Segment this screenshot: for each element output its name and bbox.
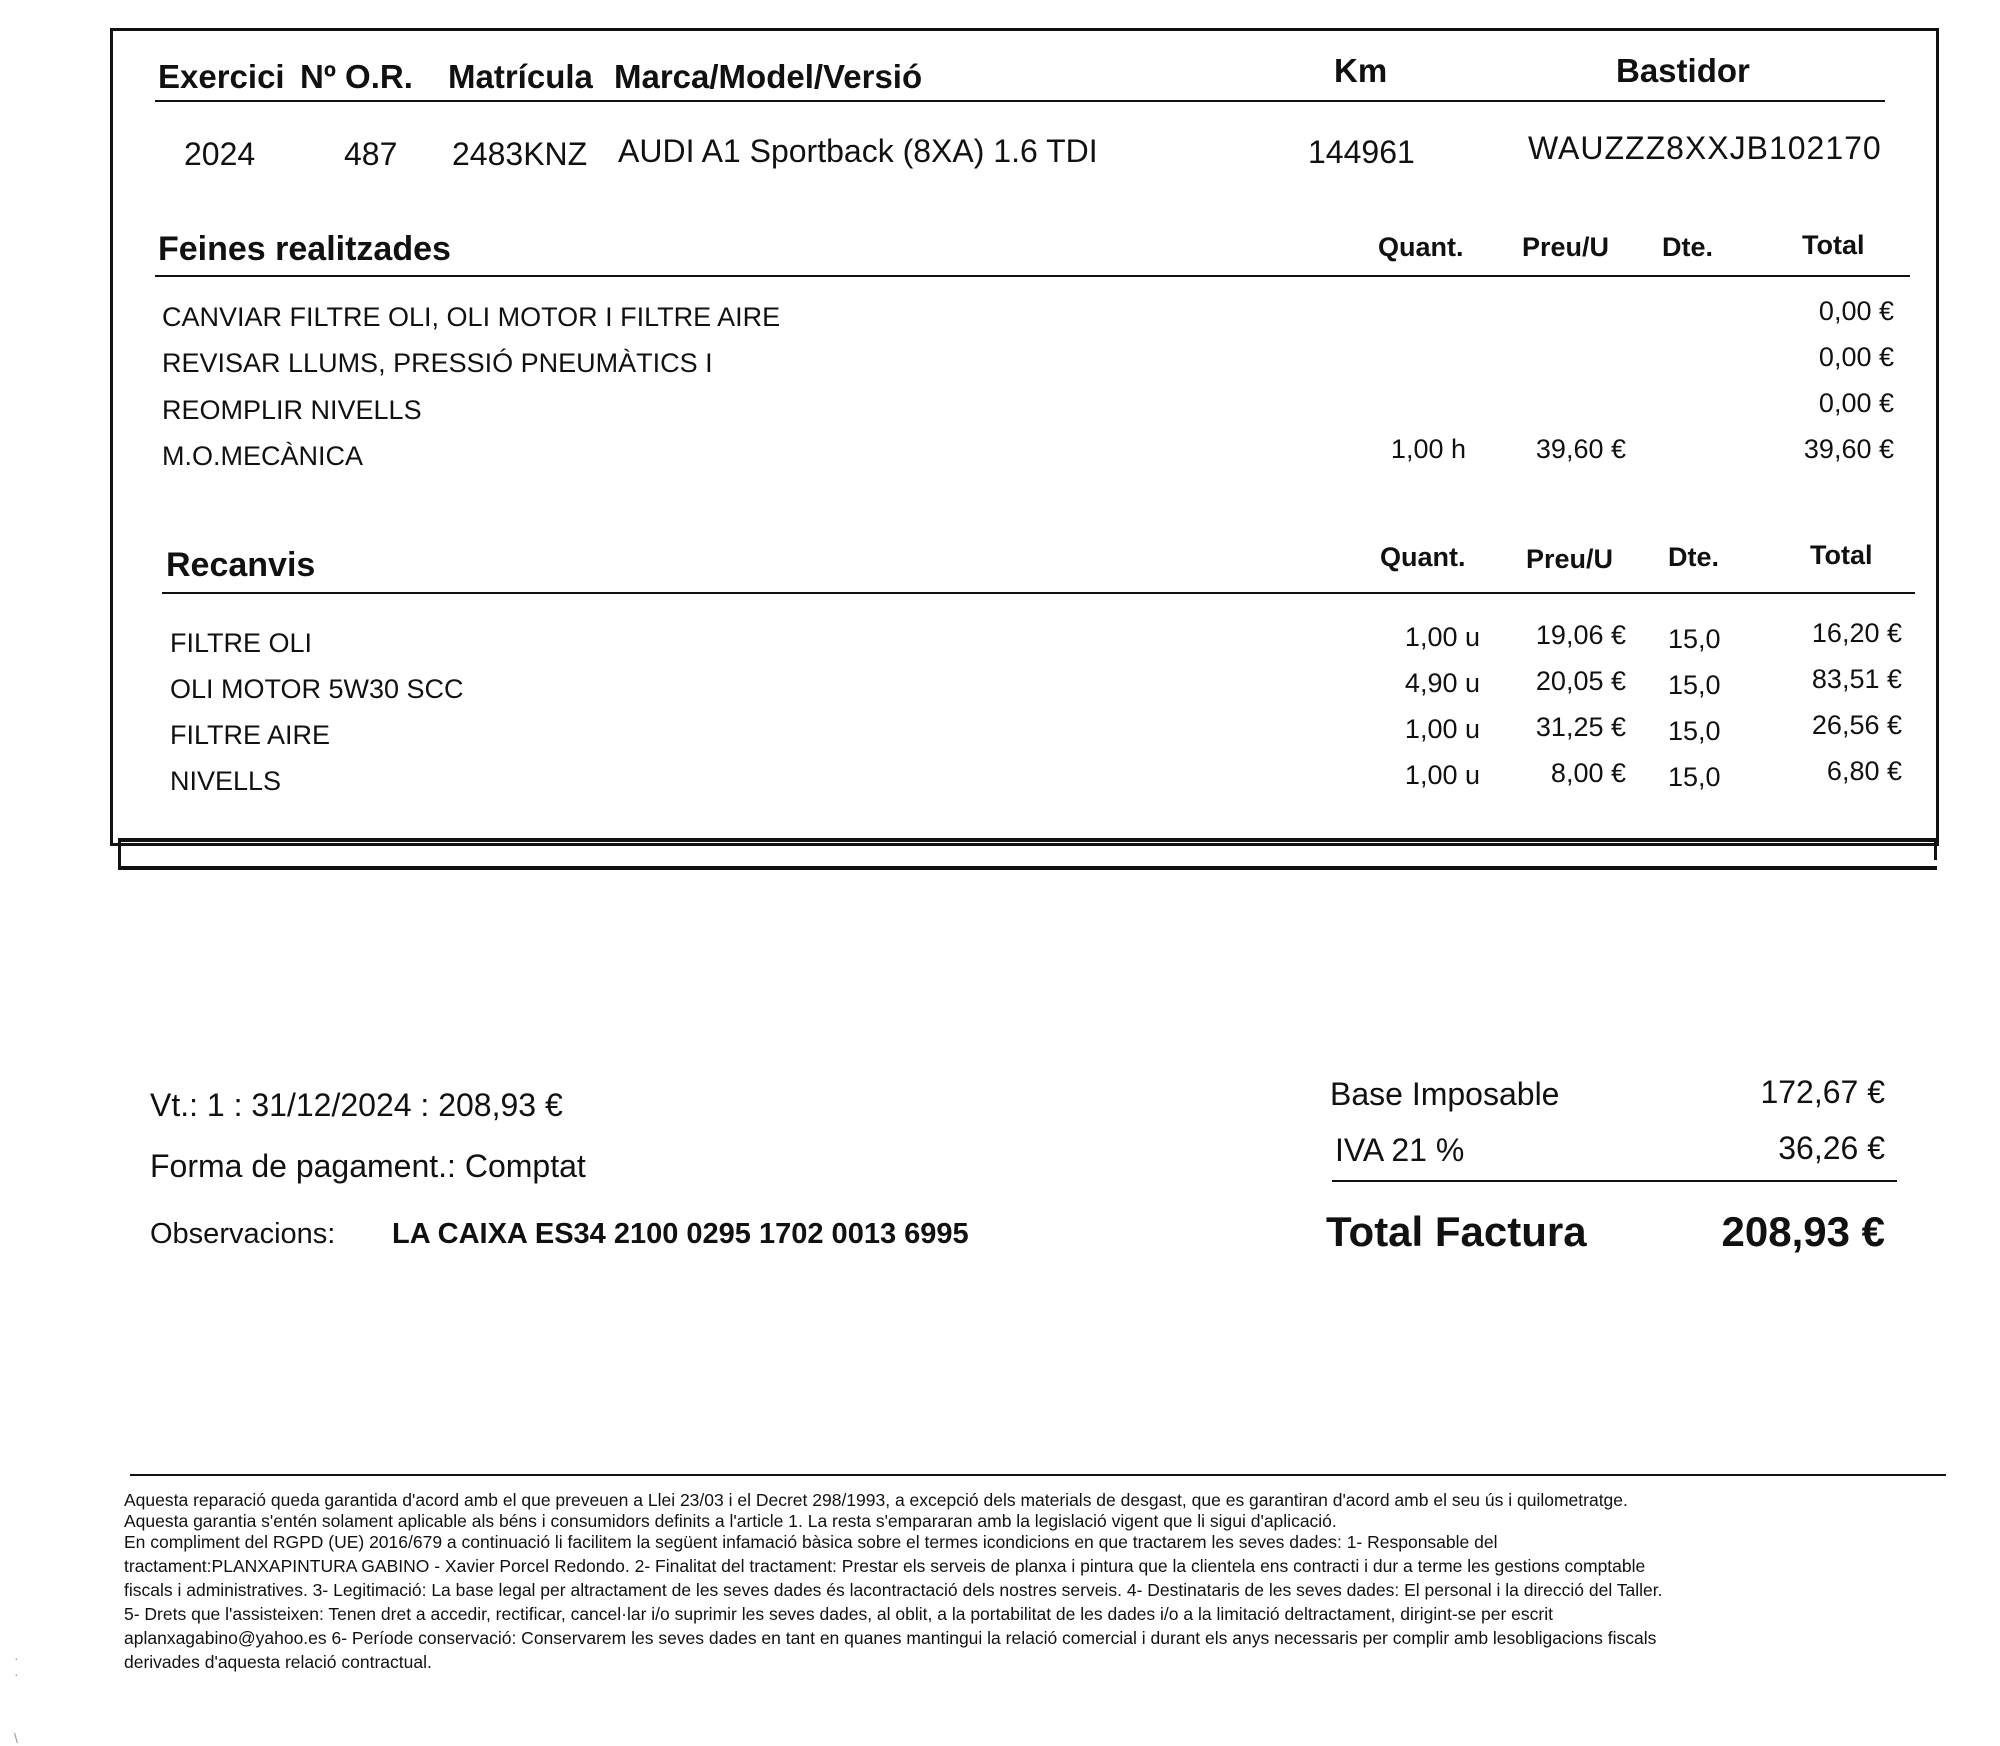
- footer-line-8: derivades d'aquesta relació contractual.: [124, 1652, 432, 1672]
- footer-line-5: fiscals i administratives. 3- Legitimació: La base legal per altractament de les seves dades és lacontractació dels nostres serveis. 4- Destinataris de les seves dades: El personal i la direcció del Taller.: [124, 1580, 1663, 1600]
- value-num-or: 487: [344, 136, 398, 172]
- footer-line-6: 5- Drets que l'assisteixen: Tenen dret a accedir, rectificar, cancel·lar i/o suprimir les seves dades, al oblit, a la portabilitat de les dades i/o a la limitació deltractament, dirigint-se per escrit: [124, 1604, 1553, 1624]
- recanvis-row-1-desc: FILTRE OLI: [170, 628, 313, 658]
- feines-col-quant: Quant.: [1378, 232, 1464, 262]
- recanvis-header-rule: [162, 592, 1915, 594]
- feines-col-dte: Dte.: [1662, 232, 1714, 262]
- recanvis-row-4-dte: 15,0: [1668, 762, 1721, 792]
- recanvis-col-quant: Quant.: [1380, 542, 1466, 572]
- footer-line-1: Aquesta reparació queda garantida d'acord amb el que preveuen a Llei 23/03 i el Decret 298/1993, a excepció dels materials de desgast, que es garantiran d'acord amb el seu ús i quilometratge.: [124, 1490, 1628, 1510]
- recanvis-row-1-total: 16,20 €: [1811, 618, 1902, 648]
- feines-row-1-desc: CANVIAR FILTRE OLI, OLI MOTOR I FILTRE AIRE: [162, 302, 781, 332]
- scan-specks: · · \: [14, 1650, 19, 1746]
- recanvis-row-3-total: 26,56 €: [1811, 710, 1902, 740]
- recanvis-row-4-total: 6,80 €: [1826, 756, 1902, 786]
- recanvis-row-3-dte: 15,0: [1668, 716, 1721, 746]
- feines-col-preu: Preu/U: [1522, 232, 1610, 262]
- recanvis-row-2-desc: OLI MOTOR 5W30 SCC: [170, 674, 464, 704]
- feines-row-4-quant: 1,00 h: [1390, 434, 1466, 464]
- footer-rule: [130, 1474, 1946, 1476]
- feines-col-total: Total: [1802, 230, 1865, 260]
- vehicle-header-rule: [155, 100, 1885, 102]
- recanvis-col-total: Total: [1810, 540, 1873, 570]
- footer-line-4: tractament:PLANXAPINTURA GABINO - Xavier Porcel Redondo. 2- Finalitat del tractament: Prestar els serveis de planxa i pintura que la clientela ens contracti i dur a terme les gestions comptable: [124, 1556, 1646, 1576]
- value-bastidor: WAUZZZ8XXJB102170: [1528, 130, 1882, 166]
- recanvis-row-3-quant: 1,00 u: [1404, 714, 1480, 744]
- footer-line-7: aplanxagabino@yahoo.es 6- Període conservació: Conservarem les seves dades en tant en quanes mantingui la relació comercial i durant els anys necessaris per complir amb lesobligacions fiscals: [124, 1628, 1657, 1648]
- header-num-or: Nº O.R.: [300, 58, 413, 95]
- recanvis-col-dte: Dte.: [1668, 542, 1720, 572]
- recanvis-row-4-quant: 1,00 u: [1404, 760, 1480, 790]
- total-factura-value: 208,93 €: [1721, 1208, 1885, 1255]
- feines-row-3-total: 0,00 €: [1818, 388, 1894, 418]
- feines-row-2-desc: REVISAR LLUMS, PRESSIÓ PNEUMÀTICS I: [162, 348, 713, 378]
- recanvis-row-3-preu: 31,25 €: [1535, 712, 1626, 742]
- recanvis-row-4-desc: NIVELLS: [170, 766, 282, 796]
- feines-row-4-preu: 39,60 €: [1535, 434, 1626, 464]
- recanvis-row-1-quant: 1,00 u: [1404, 622, 1480, 652]
- iva-label: IVA 21 %: [1335, 1132, 1465, 1168]
- feines-row-4-desc: M.O.MECÀNICA: [162, 441, 364, 471]
- frame-bottom-border: [118, 866, 1937, 870]
- footer-line-2: Aquesta garantia s'entén solament aplicable als béns i consumidors definits a l'article 1. La resta s'empararan amb la legislació vigent que li sigui d'aplicació.: [124, 1511, 1337, 1531]
- value-km: 144961: [1308, 134, 1415, 170]
- feines-header-rule: [155, 275, 1910, 277]
- recanvis-row-3-desc: FILTRE AIRE: [170, 720, 331, 750]
- value-exercici: 2024: [184, 136, 256, 172]
- recanvis-row-4-preu: 8,00 €: [1550, 758, 1626, 788]
- venciment-line: Vt.: 1 : 31/12/2024 : 208,93 €: [150, 1087, 563, 1123]
- value-matricula: 2483KNZ: [452, 136, 588, 172]
- recanvis-row-1-dte: 15,0: [1668, 624, 1721, 654]
- recanvis-row-2-preu: 20,05 €: [1535, 666, 1626, 696]
- iva-value: 36,26 €: [1778, 1130, 1885, 1166]
- header-km: Km: [1334, 52, 1388, 89]
- total-factura-label: Total Factura: [1326, 1208, 1587, 1255]
- recanvis-row-2-dte: 15,0: [1668, 670, 1721, 700]
- recanvis-col-preu: Preu/U: [1526, 544, 1614, 574]
- header-marca-model: Marca/Model/Versió: [614, 58, 923, 95]
- feines-row-2-total: 0,00 €: [1818, 342, 1894, 372]
- recanvis-row-2-total: 83,51 €: [1811, 664, 1902, 694]
- header-matricula: Matrícula: [448, 58, 593, 95]
- recanvis-title: Recanvis: [166, 546, 316, 584]
- base-imposable-label: Base Imposable: [1330, 1076, 1560, 1112]
- totals-rule: [1332, 1180, 1897, 1182]
- value-marca-model: AUDI A1 Sportback (8XA) 1.6 TDI: [618, 133, 1098, 169]
- recanvis-row-2-quant: 4,90 u: [1404, 668, 1480, 698]
- feines-title: Feines realitzades: [158, 230, 451, 268]
- footer-line-3: En compliment del RGPD (UE) 2016/679 a continuació li facilitem la següent infamació bàsica sobre el termes icondicions en que tractarem les seves dades: 1- Responsable del: [124, 1532, 1498, 1552]
- recanvis-row-1-preu: 19,06 €: [1535, 620, 1626, 650]
- forma-pagament: Forma de pagament.: Comptat: [150, 1148, 586, 1184]
- observacions-value: LA CAIXA ES34 2100 0295 1702 0013 6995: [392, 1218, 969, 1250]
- base-imposable-value: 172,67 €: [1760, 1074, 1885, 1110]
- feines-row-4-total: 39,60 €: [1803, 434, 1894, 464]
- feines-row-1-total: 0,00 €: [1818, 296, 1894, 326]
- observacions-label: Observacions:: [150, 1218, 336, 1250]
- feines-row-3-desc: REOMPLIR NIVELLS: [162, 395, 422, 425]
- header-bastidor: Bastidor: [1616, 52, 1750, 89]
- frame-bottom-rule: [118, 838, 1938, 842]
- header-exercici: Exercici: [158, 58, 285, 95]
- frame-right-edge: [1934, 838, 1937, 860]
